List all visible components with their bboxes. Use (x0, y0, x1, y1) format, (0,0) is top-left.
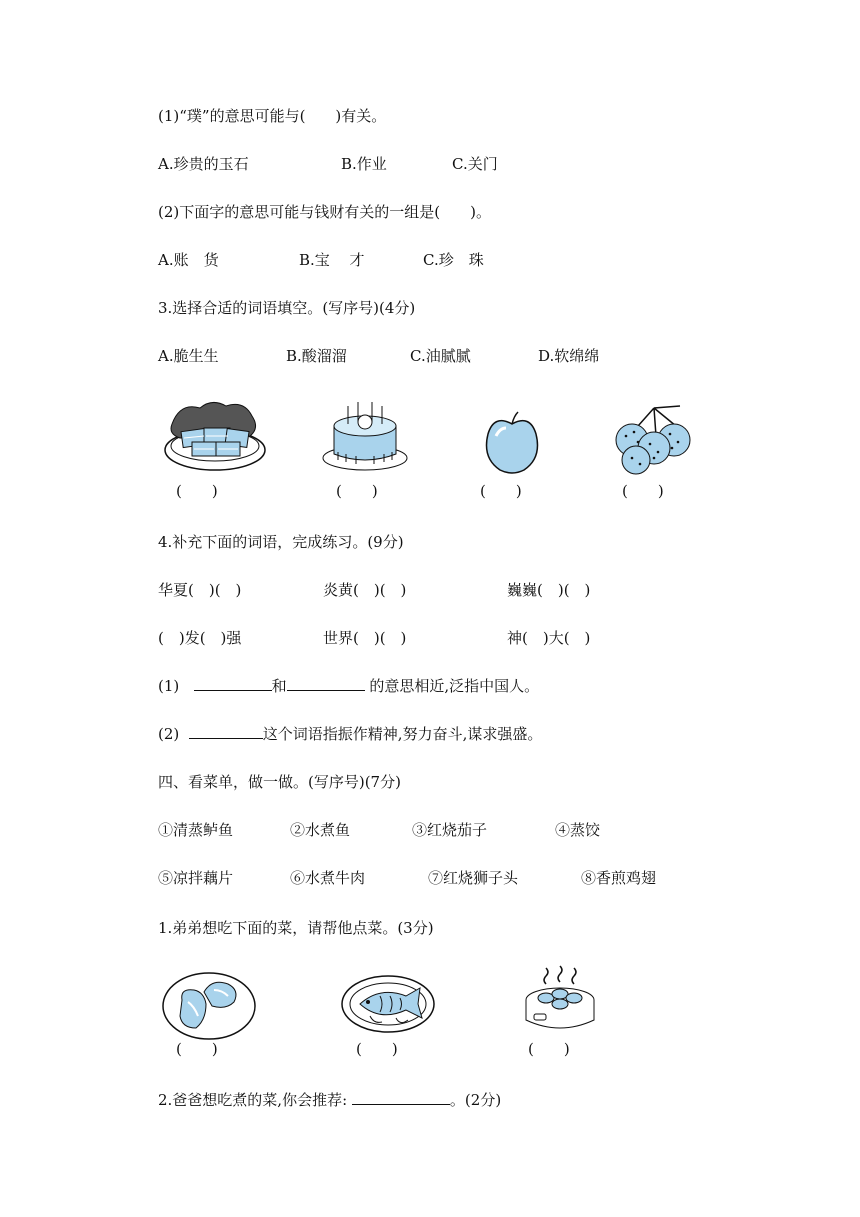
option-a: A.脆生生 (158, 347, 219, 365)
steamed-fish-icon (340, 972, 436, 1034)
menu-item: ①清蒸鲈鱼 (158, 821, 234, 839)
idiom-blank: 华夏( )( ) (158, 581, 242, 599)
question-3-title: 3.选择合适的词语填空。(写序号)(4分) (158, 299, 416, 317)
question-4-sub-1: (1) 和 的意思相近,泛指中国人。 (158, 677, 540, 695)
answer-blank[interactable]: ( ) (622, 482, 664, 500)
answer-blank[interactable]: ( ) (480, 482, 522, 500)
berries-icon (610, 402, 694, 476)
braised-pork-icon (160, 394, 270, 474)
menu-item: ⑧香煎鸡翅 (581, 869, 657, 887)
menu-item: ③红烧茄子 (412, 821, 488, 839)
idiom-blank: ( )发( )强 (158, 629, 242, 647)
answer-blank[interactable]: ( ) (336, 482, 378, 500)
option-a: A.账 货 (158, 251, 219, 269)
option-c: C.关门 (452, 155, 498, 173)
question-1-sub-1: (1)“璞”的意思可能与( )有关。 (158, 107, 387, 125)
section-4-title: 四、看菜单，做一做。(写序号)(7分) (158, 773, 401, 791)
chicken-wings-icon (160, 968, 258, 1042)
idiom-blank: 神( )大( ) (507, 629, 591, 647)
fill-blank[interactable] (194, 676, 272, 691)
option-b: B.作业 (341, 155, 387, 173)
option-c: C.油腻腻 (410, 347, 471, 365)
answer-blank[interactable]: ( ) (356, 1040, 398, 1058)
menu-item: ④蒸饺 (555, 821, 601, 839)
question-1-sub-2: (2)下面字的意思可能与钱财有关的一组是( )。 (158, 203, 491, 221)
option-b: B.宝 才 (299, 251, 365, 269)
menu-item: ⑦红烧狮子头 (428, 869, 519, 887)
answer-blank[interactable]: ( ) (528, 1040, 570, 1058)
option-b: B.酸溜溜 (286, 347, 347, 365)
idiom-blank: 巍巍( )( ) (507, 581, 591, 599)
question-4-title: 4.补充下面的词语，完成练习。(9分) (158, 533, 404, 551)
section-4-question-1: 1.弟弟想吃下面的菜，请帮他点菜。(3分) (158, 919, 434, 937)
idiom-blank: 炎黄( )( ) (323, 581, 407, 599)
idiom-blank: 世界( )( ) (323, 629, 407, 647)
menu-item: ②水煮鱼 (290, 821, 351, 839)
option-a: A.珍贵的玉石 (158, 155, 249, 173)
option-d: D.软绵绵 (538, 347, 600, 365)
question-4-sub-2: (2) 这个词语指振作精神,努力奋斗,谋求强盛。 (158, 725, 543, 743)
steamed-dumplings-icon (520, 964, 600, 1036)
answer-blank[interactable]: ( ) (176, 1040, 218, 1058)
section-4-question-2: 2.爸爸想吃煮的菜,你会推荐: 。(2分) (158, 1091, 502, 1109)
answer-blank[interactable]: ( ) (176, 482, 218, 500)
fill-blank[interactable] (352, 1090, 450, 1105)
apple-icon (480, 410, 544, 476)
fill-blank[interactable] (189, 724, 263, 739)
cake-icon (320, 396, 410, 472)
menu-item: ⑥水煮牛肉 (290, 869, 366, 887)
fill-blank[interactable] (287, 676, 365, 691)
option-c: C.珍 珠 (423, 251, 484, 269)
menu-item: ⑤凉拌藕片 (158, 869, 234, 887)
